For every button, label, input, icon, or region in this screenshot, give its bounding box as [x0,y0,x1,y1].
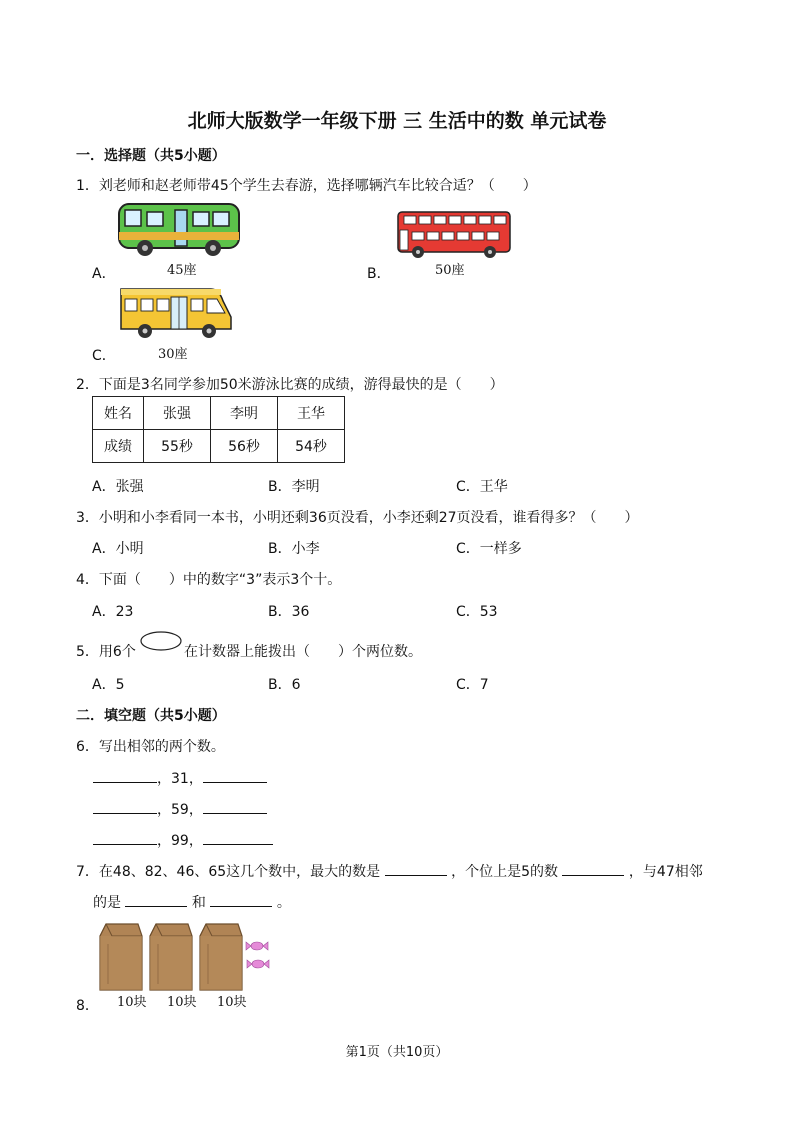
section-heading-choice: 一．选择题（共5小题） [76,148,226,164]
answer-blank[interactable] [562,861,624,876]
q3-option-c[interactable]: C．一样多 [456,541,522,557]
red-double-decker-bus-image [392,210,514,260]
green-bus-image [115,198,245,260]
question-2-stem: 2．下面是3名同学参加50米游泳比赛的成绩，游得最快的是（ ） [76,377,504,393]
q2-option-b[interactable]: B．李明 [268,479,320,495]
table-cell: 55秒 [144,430,211,463]
answer-blank[interactable] [93,830,157,845]
question-8-number: 8． [76,998,99,1014]
question-3-stem: 3．小明和小李看同一本书，小明还剩36页没看，小李还剩27页没看，谁看得多？（ ） [76,510,639,526]
question-5-stem-suffix: 在计数器上能拨出（ ）个两位数。 [184,644,422,660]
q4-option-a[interactable]: A．23 [92,604,134,620]
page-title: 北师大版数学一年级下册 三 生活中的数 单元试卷 [187,110,607,132]
table-cell: 王华 [278,397,345,430]
answer-blank[interactable] [210,892,272,907]
answer-blank[interactable] [203,830,273,845]
answer-blank[interactable] [93,799,157,814]
q5-option-c[interactable]: C．7 [456,677,489,693]
table-cell: 李明 [211,397,278,430]
q7-text: ，与47相邻 [628,864,703,880]
question-1-stem: 1．刘老师和赵老师带45个学生去春游，选择哪辆汽车比较合适？（ ） [76,178,537,194]
answer-blank[interactable] [93,768,157,783]
bead-oval-icon [139,630,183,652]
q6-row-1 [93,768,267,788]
question-7-line-1 [76,861,703,881]
q3-option-a[interactable]: A．小明 [92,541,144,557]
page-number: 第1页（共10页） [345,1045,449,1060]
q6-row-3 [93,830,273,850]
table-cell: 姓名 [93,397,144,430]
bus-b-capacity: 50座 [435,263,465,278]
answer-blank[interactable] [125,892,187,907]
q7-text: ，个位上是5的数 [451,864,558,880]
q2-option-c[interactable]: C．王华 [456,479,508,495]
option-a-letter[interactable]: A． [92,266,116,282]
q4-option-b[interactable]: B．36 [268,604,310,620]
question-7-line-2 [93,892,291,912]
option-c-letter[interactable]: C． [92,348,116,364]
answer-blank[interactable] [203,768,267,783]
q2-option-a[interactable]: A．张强 [92,479,144,495]
bag-1-label: 10块 [117,995,147,1010]
q7-text: 。 [276,895,291,911]
yellow-van-image [115,283,235,343]
question-6-stem: 6．写出相邻的两个数。 [76,739,225,755]
table-cell: 成绩 [93,430,144,463]
q6-row-text: ，99， [157,833,203,849]
question-5-stem-prefix: 5．用6个 [76,644,136,660]
table-row [93,430,345,463]
table-cell: 54秒 [278,430,345,463]
q6-row-text: ，59， [157,802,203,818]
q3-option-b[interactable]: B．小李 [268,541,320,557]
table-cell: 张强 [144,397,211,430]
table-row [93,397,345,430]
table-cell: 56秒 [211,430,278,463]
bag-3-label: 10块 [217,995,247,1010]
q6-row-2 [93,799,267,819]
q5-option-b[interactable]: B．6 [268,677,301,693]
q5-option-a[interactable]: A．5 [92,677,125,693]
answer-blank[interactable] [203,799,267,814]
q7-text: 的是 [93,895,121,911]
q7-text: 7．在48、82、46、65这几个数中，最大的数是 [76,864,381,880]
bus-a-capacity: 45座 [167,263,197,278]
bag-2-label: 10块 [167,995,197,1010]
bus-c-capacity: 30座 [158,347,188,362]
q7-text: 和 [191,895,206,911]
answer-blank[interactable] [385,861,447,876]
swim-results-table [92,396,345,463]
section-heading-fill: 二．填空题（共5小题） [76,708,226,724]
option-b-letter[interactable]: B． [367,266,391,282]
q4-option-c[interactable]: C．53 [456,604,498,620]
question-4-stem: 4．下面（ ）中的数字“3”表示3个十。 [76,572,342,588]
q6-row-text: ，31， [157,771,203,787]
